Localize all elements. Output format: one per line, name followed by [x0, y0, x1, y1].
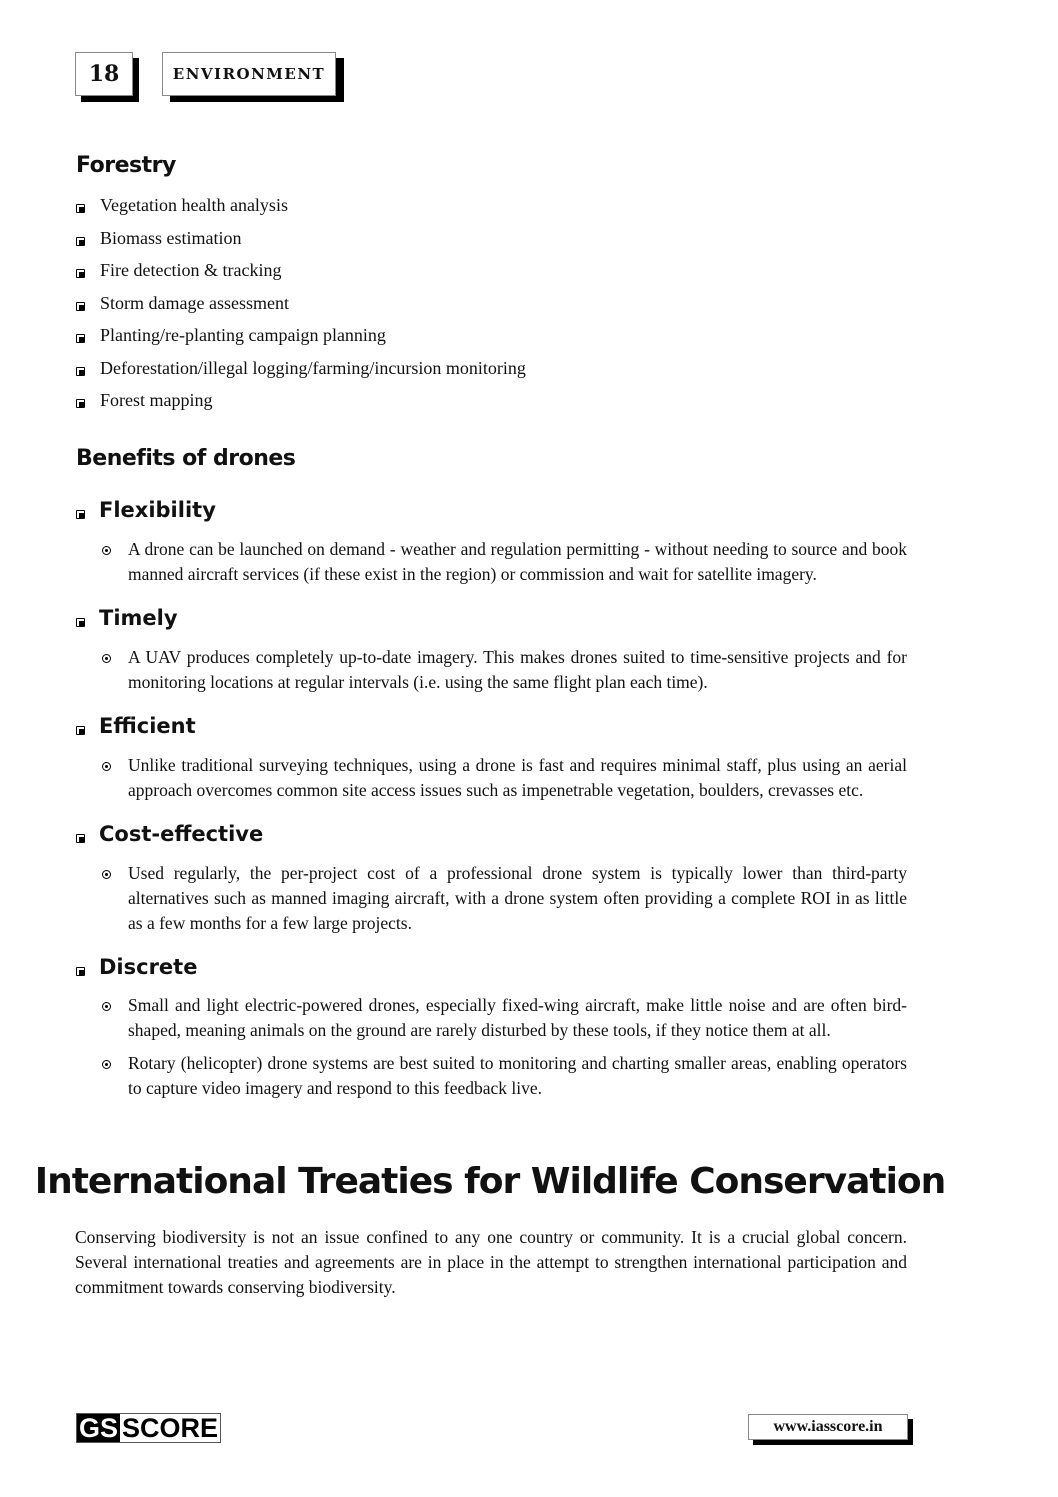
gsscore-logo — [76, 1413, 221, 1443]
square-bullet-icon — [76, 834, 85, 843]
list-item-text: Forest mapping — [100, 390, 213, 410]
square-bullet-icon — [76, 967, 85, 976]
benefit-point — [100, 537, 907, 587]
circle-bullet-icon — [102, 762, 111, 771]
list-item — [76, 291, 908, 316]
benefit-heading — [76, 603, 908, 633]
square-bullet-icon — [76, 399, 85, 408]
circle-bullet-icon — [102, 1060, 111, 1069]
benefit-heading — [76, 495, 908, 525]
square-bullet-icon — [76, 237, 85, 246]
square-bullet-icon — [76, 269, 85, 278]
square-bullet-icon — [76, 334, 85, 343]
list-item-text: Deforestation/illegal logging/farming/incursion monitoring — [100, 357, 526, 378]
list-item — [76, 258, 908, 283]
circle-bullet-icon — [102, 546, 111, 555]
benefit-point — [100, 861, 907, 936]
benefit-text: Unlike traditional surveying techniques, using a drone is fast and requires minimal staff, plus using an aerial approach overcomes common site access issues such as impenetrable vegetation, boulders, crevasses etc. — [128, 755, 907, 800]
benefit-title: Timely — [99, 606, 178, 630]
benefit-text: A drone can be launched on demand - weather and regulation permitting - without needing to source and book manned aircraft services (if these exist in the region) or commission and wait for satellite imagery. — [128, 539, 907, 584]
section-heading-benefits: Benefits of drones — [76, 446, 296, 471]
intro-paragraph: Conserving biodiversity is not an issue confined to any one country or community. It is a crucial global concern. Several international treaties and agreements are in place in the attempt to strengthen international participation and commitment towards conserving biodiversity. — [75, 1227, 907, 1297]
list-item — [76, 323, 908, 348]
list-item — [76, 193, 908, 218]
section-heading-forestry: Forestry — [76, 153, 176, 178]
benefit-heading — [76, 711, 908, 741]
list-item-text: Storm damage assessment — [100, 292, 289, 313]
benefit-title: Efficient — [99, 714, 196, 738]
square-bullet-icon — [76, 618, 85, 627]
square-bullet-icon — [76, 204, 85, 213]
square-bullet-icon — [76, 510, 85, 519]
list-item — [76, 356, 908, 381]
benefit-point — [100, 753, 907, 803]
benefit-point — [100, 645, 907, 695]
square-bullet-icon — [76, 302, 85, 311]
page-content — [34, 151, 946, 1300]
benefit-heading — [76, 952, 908, 982]
benefit-title: Cost-effective — [99, 822, 264, 846]
benefit-text: Small and light electric-powered drones, especially fixed-wing aircraft, make little noise and are often bird-shaped, meaning animals on the ground are rarely disturbed by these tools, if they notice them at all. — [128, 995, 907, 1040]
benefit-title: Discrete — [99, 955, 198, 979]
list-item — [76, 226, 908, 251]
square-bullet-icon — [76, 367, 85, 376]
list-item — [76, 388, 908, 413]
list-item-text: Biomass estimation — [100, 227, 242, 248]
list-item-text: Fire detection & tracking — [100, 260, 282, 280]
benefit-point — [100, 1051, 907, 1101]
circle-bullet-icon — [102, 870, 111, 879]
chapter-label: ENVIRONMENT — [162, 52, 336, 96]
benefit-point — [100, 993, 907, 1043]
square-bullet-icon — [76, 726, 85, 735]
benefit-text: Used regularly, the per-project cost of a professional drone system is typically lower than third-party alternatives such as manned imaging aircraft, with a drone system often providing a complete ROI in as little as a few months for a few large projects. — [128, 863, 907, 933]
benefit-heading — [76, 819, 908, 849]
benefit-text: Rotary (helicopter) drone systems are best suited to monitoring and charting smaller areas, enabling operators to capture video imagery and respond to this feedback live. — [128, 1053, 907, 1098]
list-item-text: Vegetation health analysis — [100, 195, 288, 215]
website-link[interactable]: www.iasscore.in — [748, 1414, 908, 1440]
benefit-title: Flexibility — [99, 498, 216, 522]
chapter-title: International Treaties for Wildlife Conservation — [34, 1161, 946, 1202]
logo-gs: GS — [79, 1413, 119, 1443]
list-item-text: Planting/re-planting campaign planning — [100, 325, 386, 345]
logo-score: SCORE — [122, 1413, 219, 1443]
circle-bullet-icon — [102, 1002, 111, 1011]
circle-bullet-icon — [102, 654, 111, 663]
benefit-text: A UAV produces completely up-to-date imagery. This makes drones suited to time-sensitive projects and for monitoring locations at regular intervals (i.e. using the same flight plan each time). — [128, 647, 907, 692]
page-number: 18 — [75, 52, 133, 96]
